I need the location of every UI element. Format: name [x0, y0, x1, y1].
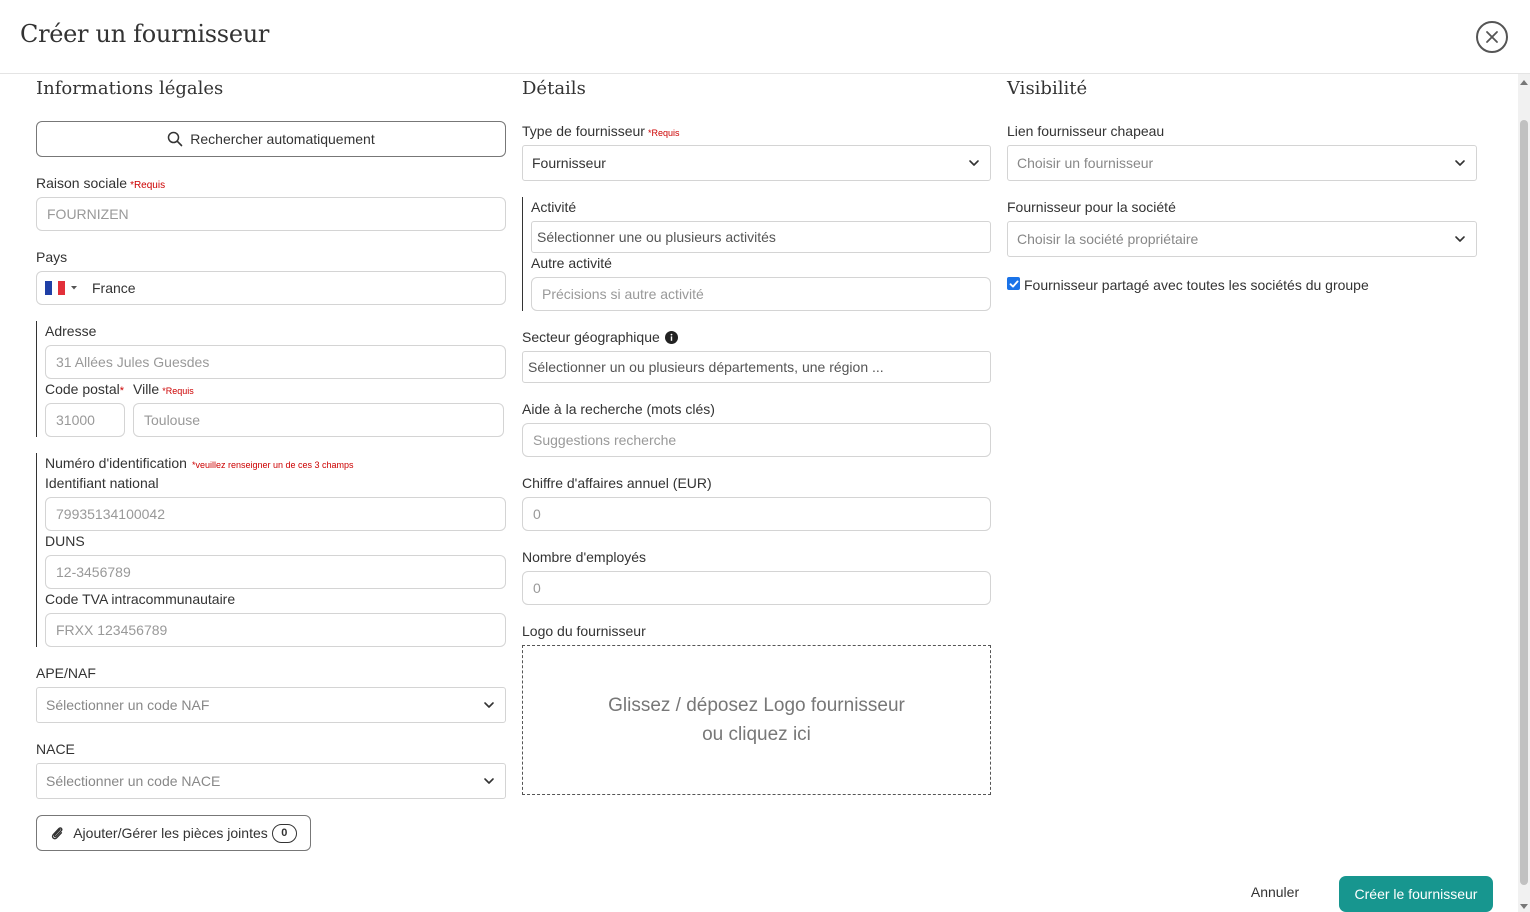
visibility-section-title: Visibilité — [1007, 78, 1088, 99]
activite-label: Activité — [531, 199, 577, 215]
nace-placeholder: Sélectionner un code NACE — [46, 773, 221, 789]
chapeau-select[interactable] — [1007, 145, 1477, 181]
dropzone-line2: ou cliquez ici — [702, 724, 811, 745]
societe-select[interactable] — [1007, 221, 1477, 257]
nace-label: NACE — [36, 741, 75, 757]
ville-input[interactable] — [133, 403, 504, 437]
required-marker: *Requis — [130, 180, 166, 191]
employes-label: Nombre d'employés — [522, 549, 647, 565]
code-postal-text: Code postal — [45, 381, 120, 397]
secteur-select[interactable] — [522, 351, 991, 383]
ville-label — [133, 381, 194, 397]
raison-sociale-text: Raison sociale — [36, 175, 128, 191]
partage-label[interactable]: Fournisseur partagé avec toutes les sociétés du groupe — [1024, 277, 1369, 293]
pays-value: France — [92, 280, 136, 296]
chevron-down-icon — [1453, 156, 1467, 170]
identification-group-bar — [36, 453, 37, 647]
duns-label: DUNS — [45, 533, 85, 549]
address-group-bar — [36, 321, 37, 437]
partage-checkbox[interactable] — [1007, 277, 1020, 290]
nace-select[interactable] — [36, 763, 506, 799]
tva-placeholder: FRXX 123456789 — [56, 622, 168, 638]
aide-recherche-label: Aide à la recherche (mots clés) — [522, 401, 715, 417]
aide-recherche-input[interactable] — [522, 423, 991, 457]
ville-text: Ville — [133, 381, 160, 397]
identifiant-national-label: Identifiant national — [45, 475, 159, 491]
secteur-text: Secteur géographique — [522, 329, 660, 345]
autre-activite-input[interactable] — [531, 277, 991, 311]
identification-note: *veuillez renseigner un de ces 3 champs — [191, 460, 354, 470]
scroll-down-arrow-icon[interactable] — [1520, 904, 1528, 910]
chevron-down-icon — [967, 156, 981, 170]
raison-sociale-input[interactable] — [36, 197, 506, 231]
chevron-down-icon — [482, 774, 496, 788]
duns-placeholder: 12-3456789 — [56, 564, 131, 580]
type-fournisseur-value: Fournisseur — [532, 155, 606, 171]
logo-dropzone[interactable] — [522, 645, 991, 795]
ape-naf-placeholder: Sélectionner un code NAF — [46, 697, 210, 713]
logo-label: Logo du fournisseur — [522, 623, 646, 639]
pays-label: Pays — [36, 249, 68, 265]
info-icon[interactable] — [665, 331, 678, 344]
france-flag-icon — [45, 281, 65, 295]
modal-title: Créer un fournisseur — [20, 20, 270, 48]
autre-activite-label: Autre activité — [531, 255, 612, 271]
chevron-down-icon — [482, 698, 496, 712]
societe-label: Fournisseur pour la société — [1007, 199, 1176, 215]
tva-input[interactable] — [45, 613, 506, 647]
raison-sociale-placeholder: FOURNIZEN — [47, 206, 129, 222]
code-postal-label — [45, 381, 124, 397]
employes-input[interactable] — [522, 571, 991, 605]
type-fournisseur-text: Type de fournisseur — [522, 123, 645, 139]
type-fournisseur-label — [522, 123, 680, 139]
chevron-down-icon — [1453, 232, 1467, 246]
close-button[interactable] — [1476, 21, 1508, 53]
type-required: *Requis — [647, 128, 680, 138]
checkmark-icon — [1009, 279, 1019, 289]
employes-placeholder: 0 — [533, 580, 541, 596]
caret-down-icon — [70, 285, 78, 291]
activite-group-bar — [522, 197, 523, 311]
duns-input[interactable] — [45, 555, 506, 589]
pays-input[interactable] — [36, 271, 506, 305]
code-postal-required: * — [119, 385, 124, 397]
type-fournisseur-select[interactable] — [522, 145, 991, 181]
ape-naf-label: APE/NAF — [36, 665, 96, 681]
identifiant-national-input[interactable] — [45, 497, 506, 531]
create-supplier-button[interactable]: Créer le fournisseur — [1339, 876, 1493, 912]
code-postal-placeholder: 31000 — [56, 412, 95, 428]
chapeau-placeholder: Choisir un fournisseur — [1017, 155, 1154, 171]
cancel-button[interactable]: Annuler — [1250, 884, 1300, 900]
societe-placeholder: Choisir la société propriétaire — [1017, 231, 1199, 247]
aide-recherche-placeholder: Suggestions recherche — [533, 432, 677, 448]
ville-required: *Requis — [162, 386, 194, 396]
adresse-input[interactable] — [45, 345, 506, 379]
modal-header — [0, 0, 1530, 74]
scrollbar-thumb[interactable] — [1520, 120, 1528, 885]
paperclip-icon — [50, 825, 64, 841]
ville-placeholder: Toulouse — [144, 412, 201, 428]
attachments-count-badge: 0 — [272, 824, 297, 843]
adresse-placeholder: 31 Allées Jules Guesdes — [56, 354, 210, 370]
ca-label: Chiffre d'affaires annuel (EUR) — [522, 475, 712, 491]
close-icon — [1485, 30, 1499, 44]
ca-placeholder: 0 — [533, 506, 541, 522]
autre-activite-placeholder: Précisions si autre activité — [542, 286, 704, 302]
ape-naf-select[interactable] — [36, 687, 506, 723]
raison-sociale-label — [36, 175, 165, 191]
attachments-label: Ajouter/Gérer les pièces jointes — [73, 825, 268, 841]
auto-search-button[interactable] — [36, 121, 506, 157]
secteur-label — [522, 329, 678, 345]
adresse-label: Adresse — [45, 323, 97, 339]
identification-label — [45, 455, 354, 471]
secteur-placeholder: Sélectionner un ou plusieurs départements, une région ... — [528, 359, 884, 375]
identifiant-national-placeholder: 79935134100042 — [56, 506, 166, 522]
search-icon — [167, 131, 183, 147]
activite-placeholder: Sélectionner une ou plusieurs activités — [537, 229, 776, 245]
tva-label: Code TVA intracommunautaire — [45, 591, 236, 607]
ca-input[interactable] — [522, 497, 991, 531]
identification-text: Numéro d'identification — [45, 455, 187, 471]
scroll-up-arrow-icon[interactable] — [1520, 79, 1528, 85]
details-section-title: Détails — [522, 78, 586, 99]
attachments-button[interactable] — [36, 815, 311, 851]
chapeau-label: Lien fournisseur chapeau — [1007, 123, 1165, 139]
legal-section-title: Informations légales — [36, 78, 224, 99]
code-postal-input[interactable] — [45, 403, 125, 437]
dropzone-line1: Glissez / déposez Logo fournisseur — [608, 695, 905, 716]
activite-select[interactable] — [531, 221, 991, 253]
auto-search-label: Rechercher automatiquement — [190, 131, 375, 147]
